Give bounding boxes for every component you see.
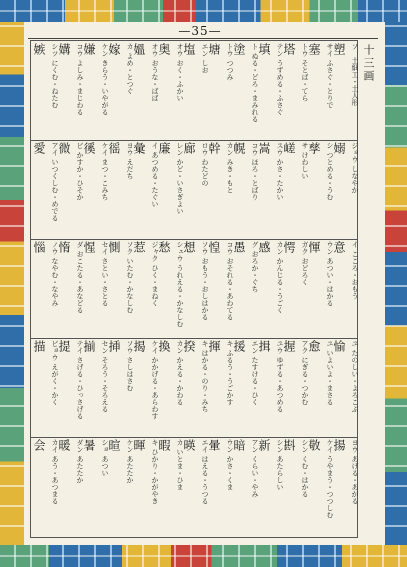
kanji-character: 惻 bbox=[107, 241, 121, 253]
kanji-row bbox=[31, 437, 357, 536]
kanji-character: 斟 bbox=[282, 439, 296, 451]
kanji-entry bbox=[257, 338, 284, 437]
kanji-character: 暗 bbox=[232, 439, 246, 451]
kanji-character: 塔 bbox=[282, 43, 296, 55]
kanji-reading: レン かど・いさぎよい bbox=[176, 142, 184, 215]
kanji-entry bbox=[132, 41, 159, 140]
kanji-reading: カン かえる・かわる bbox=[176, 340, 184, 406]
kanji-entry bbox=[307, 338, 334, 437]
kanji-character: 廉 bbox=[157, 142, 171, 154]
kanji-reading: アイ いつくしむ・めでる bbox=[51, 142, 59, 222]
kanji-reading: エイ はえる・うつる bbox=[201, 439, 209, 505]
kanji-reading: ケン きらう・いやがる bbox=[101, 43, 109, 116]
kanji-character: 暎 bbox=[182, 439, 196, 451]
kanji-character: 揷 bbox=[107, 340, 121, 352]
kanji-reading: ト ぬる・どろ・まみれる bbox=[251, 43, 259, 123]
kanji-reading: テイ さげる・ひっさげる bbox=[76, 340, 84, 420]
kanji-character: 徭 bbox=[107, 142, 121, 154]
section-title: 十三画 bbox=[362, 44, 375, 83]
kanji-row bbox=[31, 140, 357, 240]
kanji-entry bbox=[57, 338, 84, 437]
kanji-character: 愚 bbox=[232, 241, 246, 253]
kanji-character: 塞 bbox=[307, 43, 321, 55]
kanji-reading: ジョウ しなやか bbox=[351, 142, 359, 194]
kanji-reading: シツ にくむ・ねたむ bbox=[51, 43, 59, 109]
decorative-border-left bbox=[0, 22, 24, 545]
kanji-reading: ユウ ゆずる・あつめる bbox=[276, 340, 284, 413]
kanji-reading: スウ かさ・たかい bbox=[276, 142, 284, 201]
kanji-entry bbox=[82, 338, 109, 437]
kanji-reading: グ おろか・ぐち bbox=[251, 241, 259, 293]
kanji-character: 愕 bbox=[282, 241, 296, 253]
kanji-entry bbox=[257, 140, 284, 239]
kanji-character: 嫁 bbox=[107, 43, 121, 55]
kanji-entry bbox=[332, 239, 359, 338]
kanji-character: 微 bbox=[57, 142, 71, 154]
kanji-entry bbox=[207, 338, 234, 437]
kanji-entry bbox=[307, 140, 334, 239]
kanji-entry bbox=[107, 338, 134, 437]
kanji-entry bbox=[207, 239, 234, 338]
kanji-entry bbox=[57, 41, 84, 140]
kanji-reading: キ はかる・のり・みち bbox=[201, 340, 209, 413]
kanji-character: 塑 bbox=[332, 43, 346, 55]
kanji-entry bbox=[82, 437, 109, 536]
kanji-grid bbox=[30, 40, 358, 538]
kanji-reading: ノウ なやむ・なやみ bbox=[51, 241, 59, 307]
kanji-entry bbox=[332, 437, 359, 536]
kanji-character: 塘 bbox=[207, 43, 221, 55]
kanji-entry bbox=[82, 41, 109, 140]
kanji-reading: ジャク ひく・まねく bbox=[151, 241, 159, 307]
kanji-character: 塗 bbox=[232, 43, 246, 55]
kanji-entry bbox=[332, 41, 359, 140]
kanji-reading: ウン かさ・くま bbox=[226, 439, 234, 491]
kanji-entry bbox=[132, 437, 159, 536]
kanji-reading: オウ おうな・ばば bbox=[151, 43, 159, 102]
kanji-reading: シ つとめる・うむ bbox=[326, 142, 334, 201]
kanji-character: 彙 bbox=[132, 142, 146, 154]
kanji-character: 揃 bbox=[82, 340, 96, 352]
kanji-character: 嫋 bbox=[332, 142, 346, 154]
kanji-reading: オウ おく・ふかい bbox=[176, 43, 184, 102]
kanji-entry bbox=[32, 41, 59, 140]
kanji-reading: トウ そとば・てら bbox=[301, 43, 309, 102]
kanji-character: 媼 bbox=[132, 43, 146, 55]
kanji-entry bbox=[207, 437, 234, 536]
kanji-row bbox=[31, 338, 357, 438]
kanji-reading: キ ふるう・うごかす bbox=[226, 340, 234, 406]
kanji-reading: カン かんじる・うごく bbox=[276, 241, 284, 314]
kanji-reading: ソク いたむ・かなしむ bbox=[126, 241, 134, 314]
kanji-entry bbox=[182, 239, 209, 338]
kanji-entry bbox=[282, 437, 309, 536]
kanji-character: 奥 bbox=[157, 43, 171, 55]
kanji-reading: ケイ かかげる・あらわす bbox=[151, 340, 159, 420]
kanji-reading: テン うずめる・ふさぐ bbox=[276, 43, 284, 116]
kanji-entry bbox=[257, 41, 284, 140]
kanji-reading: カ よめ・とつぐ bbox=[126, 43, 134, 95]
kanji-reading: ユ たのしい・よろこぶ bbox=[351, 340, 359, 413]
kanji-reading: ケン あたたか bbox=[126, 439, 134, 484]
kanji-character: 惱 bbox=[32, 241, 46, 253]
kanji-reading: ヨウ えだち bbox=[126, 142, 134, 180]
kanji-character: 惲 bbox=[307, 241, 321, 253]
kanji-reading: イ あつめる・たぐい bbox=[151, 142, 159, 208]
kanji-entry bbox=[132, 140, 159, 239]
kanji-entry bbox=[282, 239, 309, 338]
kanji-entry bbox=[157, 338, 184, 437]
kanji-character: 塩 bbox=[182, 43, 196, 55]
kanji-character: 徯 bbox=[82, 142, 96, 154]
kanji-entry bbox=[282, 140, 309, 239]
kanji-reading: ユ いよいよ・まさる bbox=[326, 340, 334, 406]
kanji-character: 嵩 bbox=[257, 142, 271, 154]
kanji-entry bbox=[207, 41, 234, 140]
kanji-reading: カン みき・もと bbox=[226, 142, 234, 194]
kanji-reading: シン くむ・はかる bbox=[301, 439, 309, 498]
kanji-reading: ダ おこたる・あなどる bbox=[76, 241, 84, 314]
kanji-entry bbox=[32, 140, 59, 239]
header-rule bbox=[28, 38, 378, 39]
kanji-character: 幌 bbox=[232, 142, 246, 154]
kanji-reading: アン くらい・やみ bbox=[251, 439, 259, 498]
kanji-reading: アク にぎる・つかむ bbox=[301, 340, 309, 406]
kanji-character: 暄 bbox=[107, 439, 121, 451]
kanji-entry bbox=[132, 338, 159, 437]
kanji-character: 惹 bbox=[132, 241, 146, 253]
kanji-character: 想 bbox=[182, 241, 196, 253]
kanji-entry bbox=[307, 437, 334, 536]
kanji-character: 新 bbox=[257, 439, 271, 451]
kanji-entry bbox=[257, 239, 284, 338]
kanji-character: 感 bbox=[257, 241, 271, 253]
kanji-reading: エン たすける・ひく bbox=[251, 340, 259, 406]
kanji-entry bbox=[57, 140, 84, 239]
kanji-character: 揆 bbox=[182, 340, 196, 352]
kanji-reading: ダン あたたか bbox=[76, 439, 84, 484]
kanji-entry bbox=[107, 437, 134, 536]
kanji-reading: サ けわしい bbox=[301, 142, 309, 180]
kanji-entry bbox=[207, 140, 234, 239]
kanji-reading: コウ おそれる・あわてる bbox=[226, 241, 234, 321]
kanji-reading: セン そろう・そろえる bbox=[101, 340, 109, 413]
kanji-reading: ビョウ えがく・かく bbox=[51, 340, 59, 406]
kanji-character: 惶 bbox=[207, 241, 221, 253]
kanji-entry bbox=[257, 437, 284, 536]
kanji-reading: カ いとま・ひま bbox=[176, 439, 184, 491]
kanji-entry bbox=[157, 140, 184, 239]
kanji-character: 暖 bbox=[57, 439, 71, 451]
kanji-entry bbox=[157, 41, 184, 140]
kanji-reading: ソ 土細工・土人形 bbox=[351, 43, 359, 106]
kanji-character: 惰 bbox=[57, 241, 71, 253]
kanji-reading: セイ さとい・さとる bbox=[101, 241, 109, 307]
kanji-character: 描 bbox=[32, 340, 46, 352]
kanji-entry bbox=[82, 140, 109, 239]
kanji-character: 揚 bbox=[332, 439, 346, 451]
kanji-reading: コウ よしみ・まじわる bbox=[76, 43, 84, 116]
kanji-reading: ロウ わたどの bbox=[201, 142, 209, 187]
decorative-border-top bbox=[0, 0, 407, 22]
kanji-character: 意 bbox=[332, 241, 346, 253]
kanji-reading: カイ あう・あつまる bbox=[51, 439, 59, 505]
kanji-entry bbox=[282, 338, 309, 437]
kanji-reading: ヨウ あげる・あがる bbox=[351, 439, 359, 505]
kanji-reading: サイ ふさぐ・とりで bbox=[326, 43, 334, 109]
kanji-entry bbox=[107, 140, 134, 239]
kanji-character: 愛 bbox=[32, 142, 46, 154]
kanji-row bbox=[31, 41, 357, 141]
kanji-entry bbox=[57, 437, 84, 536]
kanji-reading: トウ つつみ bbox=[226, 43, 234, 81]
kanji-character: 惺 bbox=[82, 241, 96, 253]
kanji-entry bbox=[32, 338, 59, 437]
kanji-row bbox=[31, 239, 357, 339]
kanji-entry bbox=[182, 41, 209, 140]
kanji-character: 孳 bbox=[307, 142, 321, 154]
kanji-entry bbox=[157, 239, 184, 338]
kanji-reading: ケイ まつ・こみち bbox=[101, 142, 109, 201]
kanji-character: 会 bbox=[32, 439, 46, 451]
kanji-reading: ビ かすか・ひそか bbox=[76, 142, 84, 201]
kanji-entry bbox=[182, 437, 209, 536]
kanji-entry bbox=[232, 140, 259, 239]
kanji-character: 嫌 bbox=[82, 43, 96, 55]
kanji-entry bbox=[107, 41, 134, 140]
kanji-character: 揖 bbox=[257, 340, 271, 352]
kanji-character: 填 bbox=[257, 43, 271, 55]
kanji-character: 揮 bbox=[207, 340, 221, 352]
kanji-reading: ソウ さしはさむ bbox=[126, 340, 134, 392]
kanji-character: 暉 bbox=[132, 439, 146, 451]
kanji-entry bbox=[332, 338, 359, 437]
kanji-character: 握 bbox=[282, 340, 296, 352]
kanji-character: 揭 bbox=[132, 340, 146, 352]
kanji-entry bbox=[232, 338, 259, 437]
kanji-character: 援 bbox=[232, 340, 246, 352]
kanji-reading: エン しお bbox=[201, 43, 209, 74]
kanji-reading: ウン あつい・はかる bbox=[326, 241, 334, 307]
kanji-entry bbox=[57, 239, 84, 338]
kanji-reading: ソウ おもう・おしはかる bbox=[201, 241, 209, 321]
kanji-entry bbox=[32, 437, 59, 536]
kanji-entry bbox=[82, 239, 109, 338]
kanji-character: 敬 bbox=[307, 439, 321, 451]
kanji-character: 暑 bbox=[82, 439, 96, 451]
kanji-entry bbox=[107, 239, 134, 338]
kanji-reading: シン あたらしい bbox=[276, 439, 284, 491]
kanji-entry bbox=[182, 338, 209, 437]
kanji-entry bbox=[332, 140, 359, 239]
kanji-reading: ガク おどろく bbox=[301, 241, 309, 286]
kanji-character: 愁 bbox=[157, 241, 171, 253]
kanji-entry bbox=[282, 41, 309, 140]
kanji-entry bbox=[307, 41, 334, 140]
kanji-character: 愈 bbox=[307, 340, 321, 352]
kanji-reading: コウ ほろ・とばり bbox=[251, 142, 259, 201]
kanji-entry bbox=[232, 41, 259, 140]
kanji-entry bbox=[307, 239, 334, 338]
kanji-character: 暇 bbox=[157, 439, 171, 451]
kanji-entry bbox=[232, 239, 259, 338]
kanji-character: 提 bbox=[57, 340, 71, 352]
kanji-character: 廊 bbox=[182, 142, 196, 154]
kanji-character: 媾 bbox=[57, 43, 71, 55]
kanji-reading: シュウ うれえる・かなしむ bbox=[176, 241, 184, 328]
kanji-reading: イ こころ・おもう bbox=[351, 241, 359, 300]
kanji-entry bbox=[182, 140, 209, 239]
kanji-entry bbox=[132, 239, 159, 338]
kanji-entry bbox=[157, 437, 184, 536]
decorative-border-bottom bbox=[0, 545, 407, 567]
kanji-entry bbox=[32, 239, 59, 338]
kanji-character: 幹 bbox=[207, 142, 221, 154]
decorative-border-right bbox=[385, 22, 407, 545]
kanji-reading: ケイ うやまう・つつしむ bbox=[326, 439, 334, 519]
kanji-reading: ショ あつい bbox=[101, 439, 109, 477]
kanji-character: 嫉 bbox=[32, 43, 46, 55]
kanji-character: 愉 bbox=[332, 340, 346, 352]
page-number: —35— bbox=[178, 24, 222, 38]
kanji-reading: キ ひかり・かがやき bbox=[151, 439, 159, 505]
kanji-character: 換 bbox=[157, 340, 171, 352]
kanji-character: 暈 bbox=[207, 439, 221, 451]
kanji-character: 嵯 bbox=[282, 142, 296, 154]
kanji-entry bbox=[232, 437, 259, 536]
